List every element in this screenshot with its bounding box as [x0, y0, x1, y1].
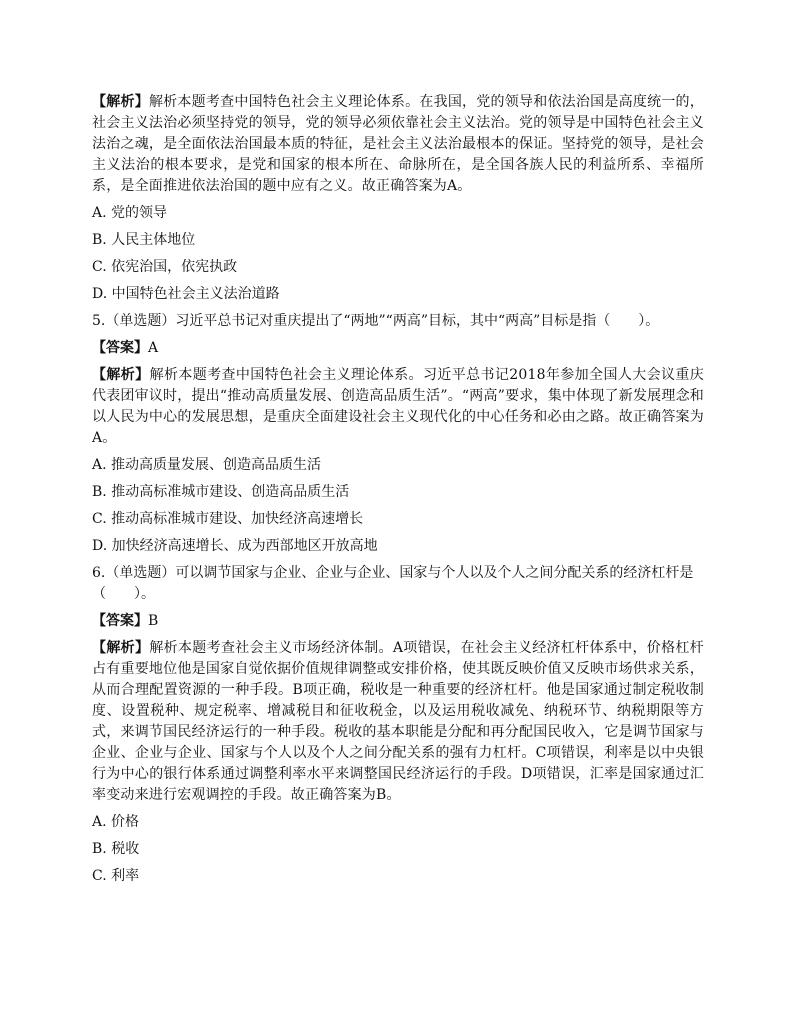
analysis-paragraph — [92, 92, 704, 197]
answer-line — [92, 611, 704, 632]
answer-line — [92, 338, 704, 359]
question-block-4 — [92, 92, 704, 311]
analysis-text: 解析本题考查中国特色社会主义理论体系。习近平总书记2018年参加全国人大会议重庆代表团审议时，提出“推动高质量发展、创造高品质生活”。“两高”要求，集中体现了新发展理念和以人民为中心的发展思想，是重庆全面建设社会主义现代化的中心任务和必由之路。故正确答案为A。 — [92, 367, 704, 446]
answer-label: 【答案】 — [92, 340, 148, 356]
analysis-text: 解析本题考查中国特色社会主义理论体系。在我国，党的领导和依法治国是高度统一的，社会主义法治必须坚持党的领导，党的领导必须依靠社会主义法治。党的领导是中国特色社会主义法治之魂，是全面依法治国最本质的特征，是社会主义法治最根本的保证。坚持党的领导，是社会主义法治的根本要求，是党和国家的根本所在、命脉所在，是全国各族人民的利益所系、幸福所系，是全面推进依法治国的题中应有之义。故正确答案为A。 — [92, 94, 704, 194]
option-b: B. 税收 — [92, 841, 140, 857]
option-a: A. 推动高质量发展、创造高品质生活 — [92, 457, 322, 473]
document-content — [92, 92, 704, 893]
answer-value: A — [148, 340, 159, 356]
question-text: 6.（单选题）可以调节国家与企业、企业与企业、国家与个人以及个人之间分配关系的经济杠杆是（ ）。 — [92, 565, 694, 602]
analysis-text: 解析本题考查社会主义市场经济体制。A项错误，在社会主义经济杠杆体系中，价格杠杆占有重要地位他是国家自觉依据价值规律调整或安排价格，使其既反映价值又反映市场供求关系，从而合理配置资源的一种手段。B项正确，税收是一种重要的经济杠杆。他是国家通过制定税收制度、设置税种、规定税率、增减税目和征收税金，以及运用税收减免、纳税环节、纳税期限等方式，来调节国民经济运行的一种手段。税收的基本职能是分配和再分配国民收入，它是调节国家与企业、企业与企业、国家与个人以及个人之间分配关系的强有力杠杆。C项错误，利率是以中央银行为中心的银行体系通过调整利率水平来调整国民经济运行的手段。D项错误，汇率是国家通过汇率变动来进行宏观调控的手段。故正确答案为B。 — [92, 640, 704, 803]
answer-label: 【答案】 — [92, 613, 148, 629]
option-d: D. 中国特色社会主义法治道路 — [92, 286, 280, 302]
option-d: D. 加快经济高速增长、成为西部地区开放高地 — [92, 538, 378, 554]
analysis-paragraph — [92, 365, 704, 449]
analysis-label: 【解析】 — [92, 94, 149, 110]
question-block-5 — [92, 311, 704, 563]
option-b: B. 推动高标准城市建设、创造高品质生活 — [92, 484, 350, 500]
option-c: C. 推动高标准城市建设、加快经济高速增长 — [92, 511, 364, 527]
option-b: B. 人民主体地位 — [92, 232, 196, 248]
option-c: C. 利率 — [92, 868, 140, 884]
option-a: A. 党的领导 — [92, 205, 168, 221]
option-c: C. 依宪治国，依宪执政 — [92, 259, 238, 275]
answer-value: B — [148, 613, 159, 629]
analysis-paragraph — [92, 638, 704, 806]
analysis-label: 【解析】 — [92, 367, 150, 383]
analysis-label: 【解析】 — [92, 640, 150, 656]
question-block-6 — [92, 563, 704, 893]
question-text: 5.（单选题）习近平总书记对重庆提出了“两地”“两高”目标，其中“两高”目标是指（ ）。 — [92, 313, 660, 329]
option-a: A. 价格 — [92, 814, 140, 830]
